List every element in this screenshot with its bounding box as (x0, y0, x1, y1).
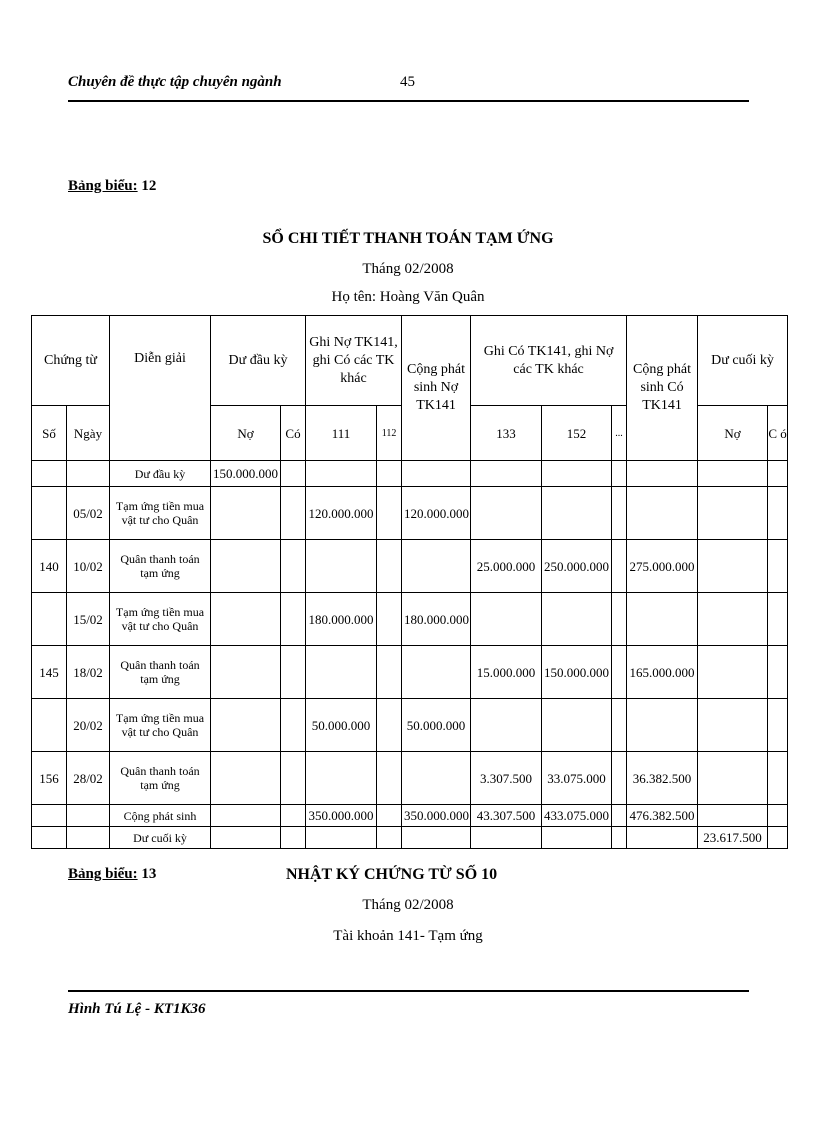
col-co-cuoi: C ó (768, 406, 788, 461)
col-cong-ps-no: Cộng phát sinh Nợ TK141 (402, 316, 471, 461)
table13-account: Tài khoản 141- Tạm ứng (333, 928, 483, 944)
row-desc: Tạm ứng tiền mua vật tư cho Quân (110, 699, 211, 752)
row-so: 140 (32, 540, 67, 593)
row-so: 156 (32, 752, 67, 805)
header-row-1 (32, 316, 788, 406)
row-desc: Quân thanh toán tạm ứng (110, 646, 211, 699)
row-so: 145 (32, 646, 67, 699)
row-ps-co (627, 699, 698, 752)
footer-author: Hình Tú Lệ - KT1K36 (68, 1001, 206, 1017)
row-ngay: 05/02 (67, 487, 110, 540)
total-ps-no: 350.000.000 (402, 805, 471, 827)
opening-desc: Dư đầu kỳ (110, 461, 211, 487)
table-row (32, 752, 788, 805)
table12-label-prefix: Bảng biểu: (68, 178, 138, 194)
table12-label (68, 178, 156, 195)
opening-row (32, 461, 788, 487)
total-tk111: 350.000.000 (306, 805, 377, 827)
row-tk152 (542, 593, 612, 646)
closing-row (32, 827, 788, 849)
row-ps-no (402, 752, 471, 805)
row-tk111 (306, 752, 377, 805)
row-tk111: 120.000.000 (306, 487, 377, 540)
row-tk152: 33.075.000 (542, 752, 612, 805)
total-tk133: 43.307.500 (471, 805, 542, 827)
row-ngay: 28/02 (67, 752, 110, 805)
row-ps-no (402, 540, 471, 593)
row-tk152 (542, 699, 612, 752)
col-ngay: Ngày (67, 406, 110, 461)
row-tk152: 250.000.000 (542, 540, 612, 593)
table-row (32, 699, 788, 752)
row-ps-co: 275.000.000 (627, 540, 698, 593)
footer-rule (68, 990, 749, 992)
total-tk152: 433.075.000 (542, 805, 612, 827)
table12-label-number: 12 (141, 178, 157, 194)
closing-value: 23.617.500 (698, 827, 768, 849)
row-tk133 (471, 593, 542, 646)
table-row (32, 646, 788, 699)
col-dien-giai: Diễn giải (110, 316, 211, 461)
total-ps-co: 476.382.500 (627, 805, 698, 827)
table13-label-number: 13 (141, 866, 157, 882)
row-so (32, 593, 67, 646)
table12-person: Họ tên: Hoàng Văn Quân (331, 289, 485, 305)
row-tk133 (471, 699, 542, 752)
row-ps-no: 180.000.000 (402, 593, 471, 646)
table12-title: SỔ CHI TIẾT THANH TOÁN TẠM ỨNG (262, 230, 554, 247)
col-co: Có (281, 406, 306, 461)
col-tk152: 152 (542, 406, 612, 461)
col-ellipsis: ... (612, 406, 627, 461)
col-du-cuoi-ky: Dư cuối kỳ (698, 316, 788, 406)
table13-label-prefix: Bảng biểu: (68, 866, 138, 882)
table-row (32, 540, 788, 593)
table13-title: NHẬT KÝ CHỨNG TỪ SỐ 10 (286, 866, 498, 883)
col-chung-tu: Chứng từ (32, 316, 110, 406)
header-title: Chuyên đề thực tập chuyên ngành (68, 74, 282, 90)
row-ps-no: 120.000.000 (402, 487, 471, 540)
col-ghi-co: Ghi Có TK141, ghi Nợ các TK khác (471, 316, 627, 406)
col-no-cuoi: Nợ (698, 406, 768, 461)
ledger-table (31, 315, 788, 849)
row-tk111: 50.000.000 (306, 699, 377, 752)
col-du-dau-ky: Dư đầu kỳ (211, 316, 306, 406)
closing-desc: Dư cuối kỳ (110, 827, 211, 849)
row-tk133: 25.000.000 (471, 540, 542, 593)
table-row (32, 593, 788, 646)
row-desc: Quân thanh toán tạm ứng (110, 540, 211, 593)
row-ngay: 15/02 (67, 593, 110, 646)
row-ngay: 20/02 (67, 699, 110, 752)
table13-label (68, 866, 156, 883)
opening-value: 150.000.000 (211, 461, 281, 487)
row-tk152: 150.000.000 (542, 646, 612, 699)
row-tk152 (542, 487, 612, 540)
row-tk111: 180.000.000 (306, 593, 377, 646)
row-tk133: 15.000.000 (471, 646, 542, 699)
row-tk111 (306, 646, 377, 699)
table-row (32, 487, 788, 540)
row-tk133: 3.307.500 (471, 752, 542, 805)
row-desc: Tạm ứng tiền mua vật tư cho Quân (110, 593, 211, 646)
col-no: Nợ (211, 406, 281, 461)
header-rule (68, 100, 749, 102)
row-ps-co (627, 487, 698, 540)
col-tk112: 112 (377, 406, 402, 461)
row-ngay: 10/02 (67, 540, 110, 593)
row-ps-no: 50.000.000 (402, 699, 471, 752)
total-desc: Cộng phát sinh (110, 805, 211, 827)
row-so (32, 699, 67, 752)
row-ps-co (627, 593, 698, 646)
row-desc: Quân thanh toán tạm ứng (110, 752, 211, 805)
row-ngay: 18/02 (67, 646, 110, 699)
row-ps-no (402, 646, 471, 699)
row-tk133 (471, 487, 542, 540)
table12-month: Tháng 02/2008 (362, 261, 454, 277)
col-tk111: 111 (306, 406, 377, 461)
page-number: 45 (400, 74, 415, 90)
col-tk133: 133 (471, 406, 542, 461)
total-row (32, 805, 788, 827)
col-so: Số (32, 406, 67, 461)
row-ps-co: 36.382.500 (627, 752, 698, 805)
col-cong-ps-co: Cộng phát sinh Có TK141 (627, 316, 698, 461)
row-so (32, 487, 67, 540)
row-tk111 (306, 540, 377, 593)
row-desc: Tạm ứng tiền mua vật tư cho Quân (110, 487, 211, 540)
col-ghi-no: Ghi Nợ TK141, ghi Có các TK khác (306, 316, 402, 406)
table13-month: Tháng 02/2008 (362, 897, 454, 913)
row-ps-co: 165.000.000 (627, 646, 698, 699)
